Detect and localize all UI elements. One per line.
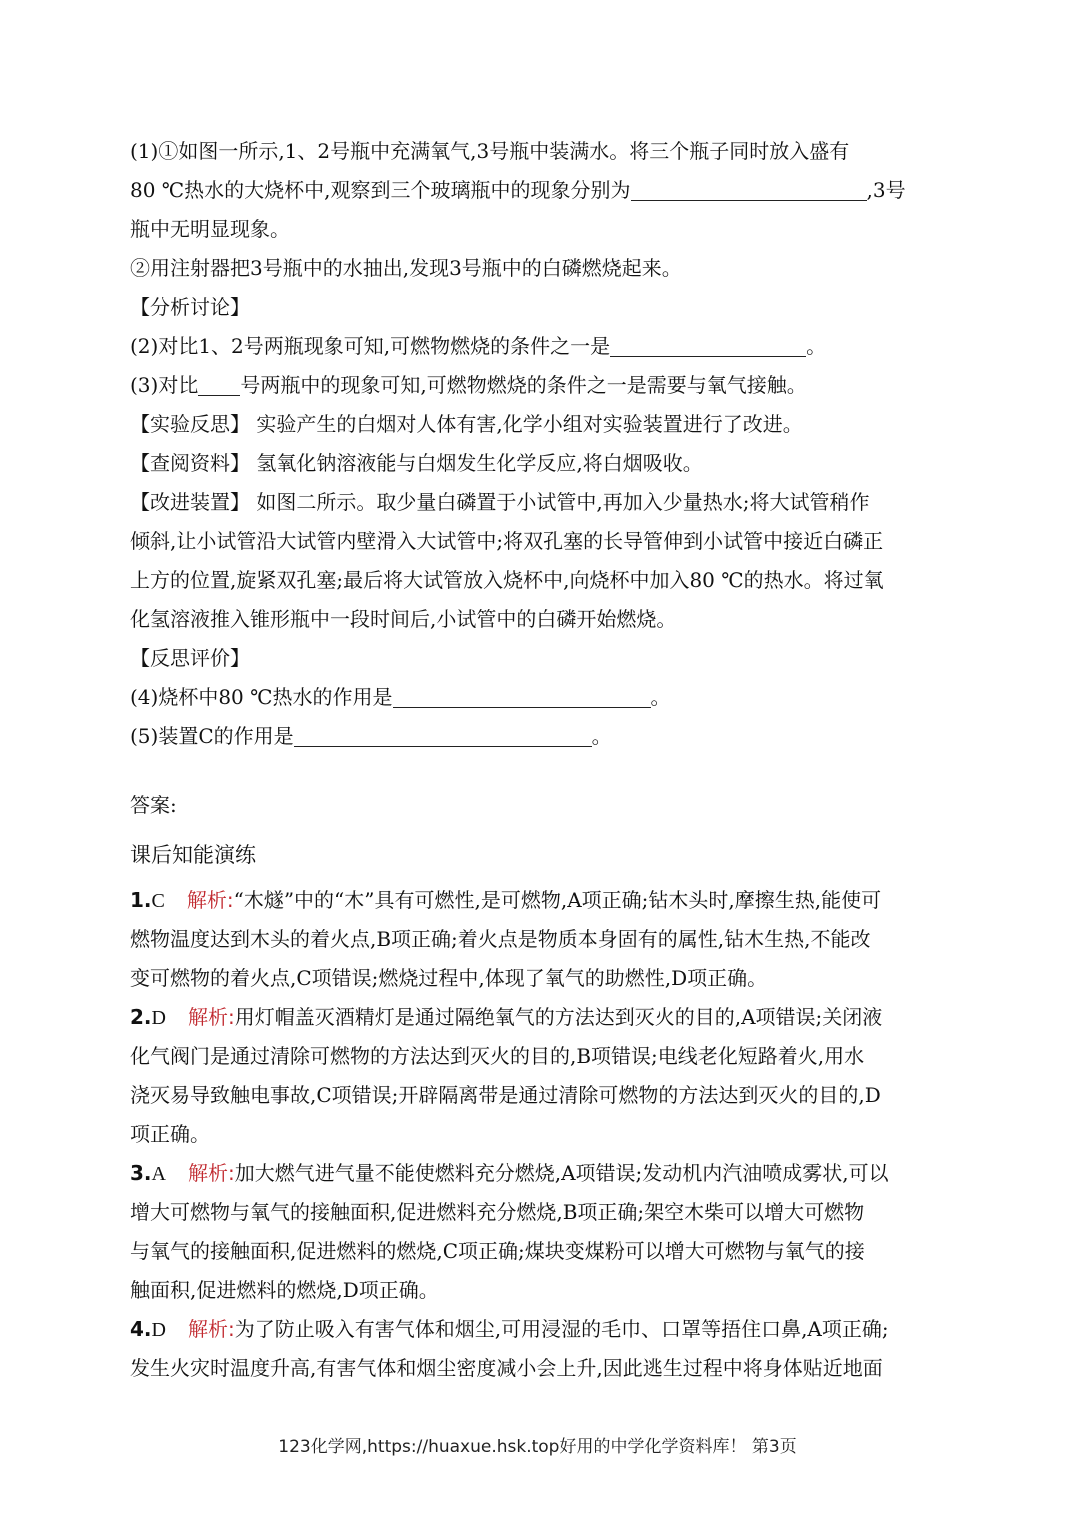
text-span: 【查阅资料】 氢氧化钠溶液能与白烟发生化学反应,将白烟吸收。 (130, 451, 703, 475)
answer-label: 答案: (130, 793, 177, 817)
text-line: 燃物温度达到木头的着火点,B项正确;着火点是物质本身固有的属性,钻木生热,不能改 (130, 927, 871, 951)
text-line: 与氧气的接触面积,促进燃料的燃烧,C项正确;煤块变煤粉可以增大可燃物与氧气的接 (130, 1239, 865, 1263)
text-line (130, 1154, 945, 1193)
heading-reflection (130, 405, 945, 444)
question-number: 4. (130, 1317, 152, 1341)
text-span: 【实验反思】 实验产生的白烟对人体有害,化学小组对实验装置进行了改进。 (130, 412, 803, 436)
fill-blank-5 (294, 724, 592, 747)
fill-blank-4 (393, 685, 651, 708)
text-span: 。 (650, 685, 671, 709)
text-span: 号两瓶中的现象可知,可燃物燃烧的条件之一是需要与氧气接触。 (240, 373, 807, 397)
fill-blank-1 (631, 178, 867, 201)
text-line (130, 132, 945, 171)
heading-reference (130, 444, 945, 483)
text-span: 【分析讨论】 (130, 295, 250, 319)
text-span: 化氢溶液推入锥形瓶中一段时间后,小试管中的白磷开始燃烧。 (130, 607, 677, 631)
text-span: (1)①如图一所示,1、2号瓶中充满氧气,3号瓶中装满水。将三个瓶子同时放入盛有 (130, 139, 850, 163)
spacer (130, 756, 945, 786)
text-line (130, 881, 945, 920)
text-line (130, 327, 945, 366)
text-line: 变可燃物的着火点,C项错误;燃烧过程中,体现了氧气的助燃性,D项正确。 (130, 966, 768, 990)
text-line (130, 210, 945, 249)
text-span: (4)烧杯中80 ℃热水的作用是 (130, 685, 393, 709)
text-span: 加大燃气进气量不能使燃料充分燃烧,A项错误;发动机内汽油喷成雾状,可以 (234, 1161, 889, 1185)
text-line (130, 717, 945, 756)
answer-item-1 (130, 881, 945, 998)
text-line (130, 998, 945, 1037)
analysis-label: 解析: (186, 888, 234, 912)
analysis-label: 解析: (187, 1317, 235, 1341)
text-span: 。 (591, 724, 612, 748)
fill-blank-2 (610, 334, 806, 357)
page-content (130, 132, 945, 1388)
answer-item-2 (130, 998, 945, 1154)
question-number: 3. (130, 1161, 152, 1185)
text-span: 80 ℃热水的大烧杯中,观察到三个玻璃瓶中的现象分别为 (130, 178, 631, 202)
text-span: 【反思评价】 (130, 646, 250, 670)
text-span: 用灯帽盖灭酒精灯是通过隔绝氧气的方法达到灭火的目的,A项错误;关闭液 (234, 1005, 883, 1029)
text-line (130, 561, 945, 600)
text-span: “木燧”中的“木”具有可燃性,是可燃物,A项正确;钻木头时,摩擦生热,能使可 (233, 888, 882, 912)
text-span: (5)装置C的作用是 (130, 724, 294, 748)
heading-analysis (130, 288, 945, 327)
text-line (130, 171, 945, 210)
text-line (130, 678, 945, 717)
text-line (130, 1310, 945, 1349)
text-span: 瓶中无明显现象。 (130, 217, 290, 241)
text-span: 为了防止吸入有害气体和烟尘,可用浸湿的毛巾、口罩等捂住口鼻,A项正确; (234, 1317, 889, 1341)
text-span: 上方的位置,旋紧双孔塞;最后将大试管放入烧杯中,向烧杯中加入80 ℃的热水。将过氧 (130, 568, 884, 592)
section-title: 课后知能演练 (130, 843, 256, 867)
text-line: 浇灭易导致触电事故,C项错误;开辟隔离带是通过清除可燃物的方法达到灭火的目的,D (130, 1083, 881, 1107)
answer-item-3 (130, 1154, 945, 1310)
text-line (130, 522, 945, 561)
answer-letter: A (151, 1163, 166, 1185)
text-span: 。 (806, 334, 827, 358)
analysis-label: 解析: (187, 1005, 235, 1029)
text-line (130, 600, 945, 639)
page-footer: 123化学网,https://huaxue.hsk.top好用的中学化学资料库！ 第3页 (278, 1437, 797, 1457)
text-span: 【改进装置】 如图二所示。取少量白磷置于小试管中,再加入少量热水;将大试管稍作 (130, 490, 870, 514)
analysis-label: 解析: (187, 1161, 235, 1185)
text-line: 触面积,促进燃料的燃烧,D项正确。 (130, 1278, 439, 1302)
question-number: 2. (130, 1005, 152, 1029)
text-span: 倾斜,让小试管沿大试管内壁滑入大试管中;将双孔塞的长导管伸到小试管中接近白磷正 (130, 529, 884, 553)
fill-blank-3 (198, 373, 240, 396)
answer-letter: C (151, 890, 165, 912)
text-line: 增大可燃物与氧气的接触面积,促进燃料充分燃烧,B项正确;架空木柴可以增大可燃物 (130, 1200, 865, 1224)
answer-letter: D (151, 1007, 166, 1029)
text-span: (2)对比1、2号两瓶现象可知,可燃物燃烧的条件之一是 (130, 334, 611, 358)
heading-improvement (130, 483, 945, 522)
text-line: 化气阀门是通过清除可燃物的方法达到灭火的目的,B项错误;电线老化短路着火,用水 (130, 1044, 865, 1068)
question-number: 1. (130, 888, 152, 912)
answer-item-4 (130, 1310, 945, 1388)
text-line (130, 249, 945, 288)
heading-evaluation (130, 639, 945, 678)
answer-letter: D (151, 1319, 166, 1341)
text-span: ②用注射器把3号瓶中的水抽出,发现3号瓶中的白磷燃烧起来。 (130, 256, 682, 280)
text-span: ,3号 (866, 178, 906, 202)
text-line (130, 366, 945, 405)
text-line: 项正确。 (130, 1122, 210, 1146)
text-line: 发生火灾时温度升高,有害气体和烟尘密度减小会上升,因此逃生过程中将身体贴近地面 (130, 1356, 883, 1380)
text-span: (3)对比 (130, 373, 199, 397)
